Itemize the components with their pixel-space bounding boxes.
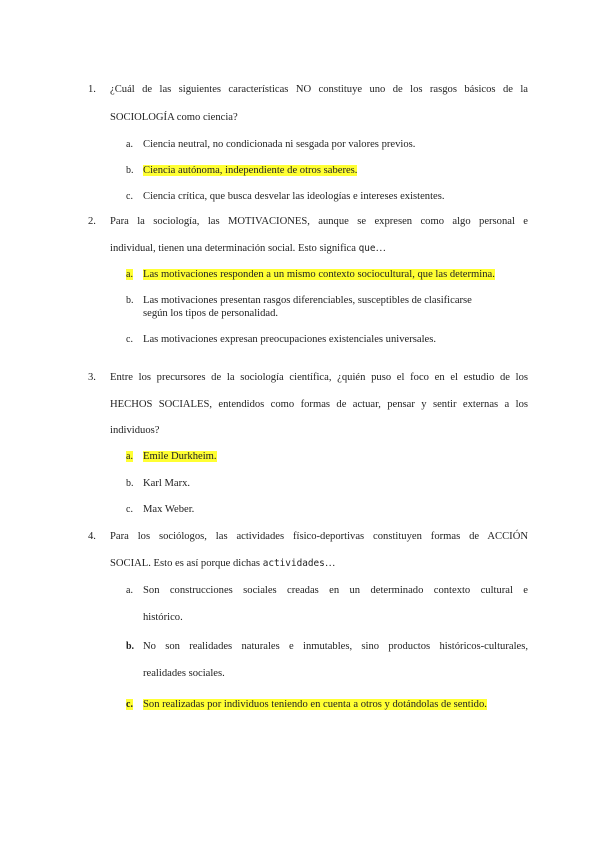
question-text-line: SOCIOLOGÍA como ciencia? (110, 112, 238, 123)
question-number: 2. (88, 216, 96, 227)
option-text: Karl Marx. (143, 478, 191, 489)
highlighted-answer: Emile Durkheim. (143, 451, 217, 462)
option-text: Ciencia neutral, no condicionada ni sesgada por valores previos. (143, 139, 416, 150)
question-number: 4. (88, 531, 96, 542)
question-number: 3. (88, 372, 96, 383)
question-text-line: Entre los precursores de la sociología científica, ¿quién puso el foco en el estudio de los (110, 372, 528, 383)
highlighted-answer: Ciencia autónoma, independiente de otros saberes. (143, 165, 358, 176)
question-text-line: ¿Cuál de las siguientes características NO constituye uno de los rasgos básicos de la (110, 84, 528, 95)
option-letter: c. (126, 504, 133, 515)
option-letter: c. (126, 191, 133, 202)
option-letter: b. (126, 295, 134, 306)
question-text-line: Para los sociólogos, las actividades físico-deportivas constituyen formas de ACCIÓN (110, 531, 528, 542)
option-letter: a. (126, 451, 133, 462)
option-text-line: Las motivaciones presentan rasgos diferenciables, susceptibles de clasificarse (143, 295, 472, 306)
option-letter: c. (126, 334, 133, 345)
option-text-line: No son realidades naturales e inmutables, sino productos históricos-culturales, (143, 641, 528, 652)
emphasized-word: actividades (262, 558, 325, 569)
highlighted-answer: Las motivaciones responden a un mismo contexto sociocultural, que las determina. (143, 269, 495, 280)
line-text: SOCIAL. Esto es así porque dichas (110, 558, 263, 569)
option-letter: a. (126, 269, 133, 280)
highlighted-answer: Son realizadas por individuos teniendo en cuenta a otros y dotándolas de sentido. (143, 699, 487, 710)
option-text: Ciencia crítica, que busca desvelar las ideologías e intereses existentes. (143, 191, 445, 202)
line-text: individual, tienen una determinación social. Esto significa (110, 243, 359, 254)
option-letter: b. (126, 478, 134, 489)
question-text-line: Para la sociología, las MOTIVACIONES, aunque se expresen como algo personal e (110, 216, 528, 227)
option-text-line: Son construcciones sociales creadas en un determinado contexto cultural e (143, 585, 528, 596)
question-text-line: HECHOS SOCIALES, entendidos como formas de actuar, pensar y sentir externas a los (110, 399, 528, 410)
question-text-line (110, 558, 528, 569)
ellipsis: … (375, 243, 387, 254)
emphasized-word: que (358, 243, 376, 254)
option-text: Max Weber. (143, 504, 195, 515)
option-letter: a. (126, 139, 133, 150)
option-text: Las motivaciones expresan preocupaciones existenciales universales. (143, 334, 436, 345)
option-text-line: según los tipos de personalidad. (143, 308, 279, 319)
option-text-line: realidades sociales. (143, 668, 225, 679)
option-letter: b. (126, 165, 134, 176)
ellipsis: … (324, 558, 336, 569)
option-text-line: histórico. (143, 612, 183, 623)
question-text-line: individuos? (110, 425, 160, 436)
option-letter: b. (126, 641, 135, 652)
option-letter: c. (126, 699, 133, 710)
option-letter: a. (126, 585, 133, 596)
question-number: 1. (88, 84, 96, 95)
question-text-line (110, 243, 528, 254)
